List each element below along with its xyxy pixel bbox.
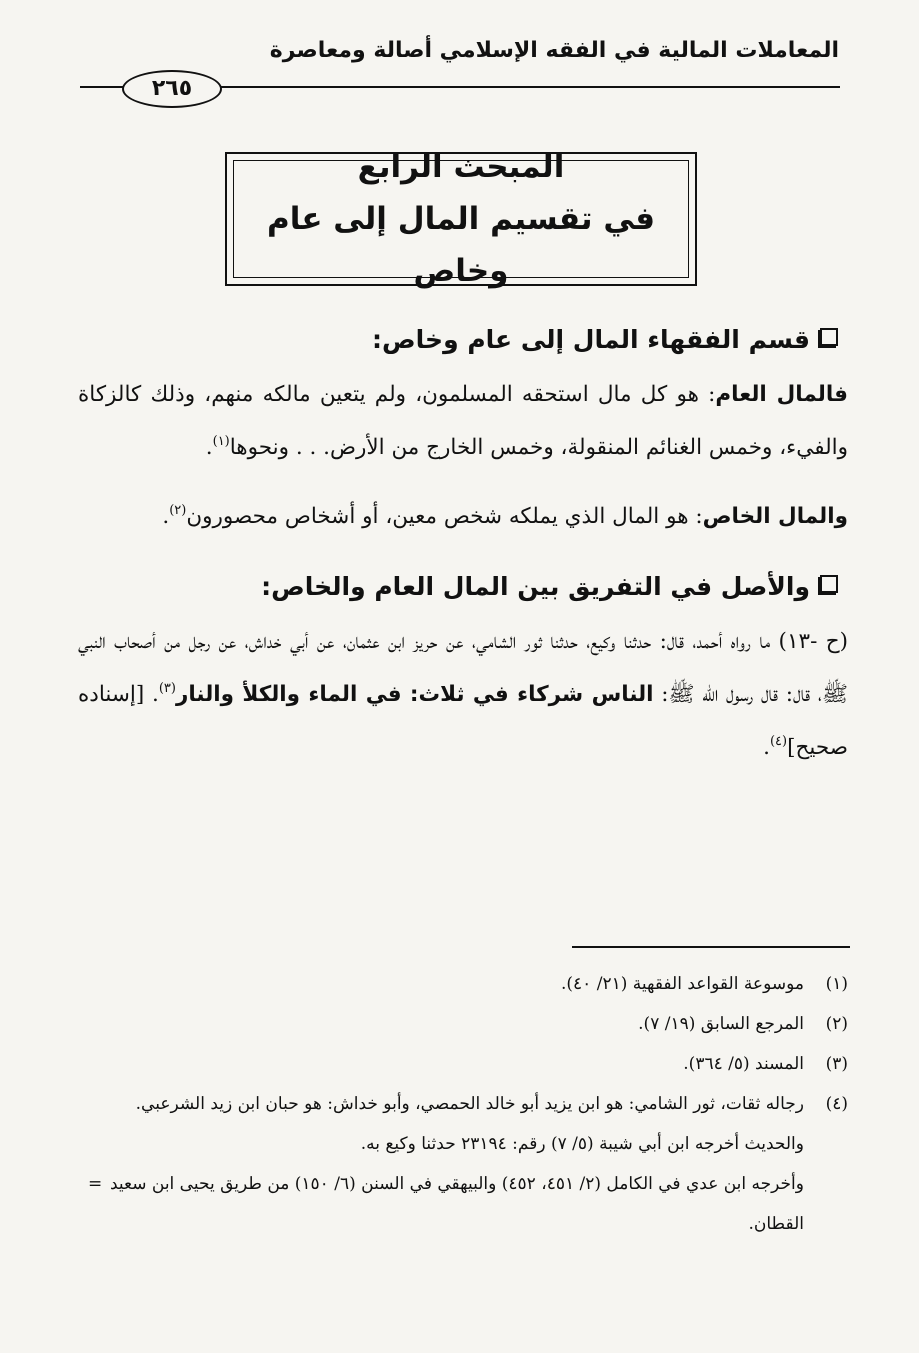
- paragraph-hadith: (ح -١٣) ما رواه أحمد، قال: حدثنا وكيع، حدثنا ثور الشامي، عن حريز ابن عثمان، عن أبي خداش، عن رجل من أصحاب النبي ﷺ، قال: قال رسول الله ﷺ: الناس شركاء في ثلاث: في الماء والكلأ والنار$^{(٣)}$. [إسناده صحيح]$^{(٤)}$.: [78, 629, 848, 760]
- footnote-ref-1[interactable]: (١): [212, 434, 230, 449]
- footnote-4-text: رجاله ثقات، ثور الشامي: هو ابن يزيد أبو خالد الحمصي، وأبو خداش: هو حبان ابن زيد الشرعبي.: [135, 1094, 804, 1114]
- footnote-ref-2[interactable]: (٢): [169, 503, 187, 518]
- section-title-line-1: المبحث الرابع: [357, 149, 565, 185]
- footnote-3-text: المسند (٥/ ٣٦٤).: [683, 1054, 804, 1074]
- running-title: المعاملات المالية في الفقه الإسلامي أصالة ومعاصرة: [269, 38, 839, 63]
- footnote-separator: [572, 946, 850, 948]
- footnote-ref-4[interactable]: (٤): [769, 734, 788, 749]
- hadith-text: الناس شركاء في ثلاث: في الماء والكلأ والنار: [175, 682, 654, 707]
- sub-heading-division-text: قسم الفقهاء المال إلى عام وخاص:: [372, 325, 810, 354]
- checkbox-bullet-icon: [820, 575, 838, 593]
- footnote-1-text: موسوعة القواعد الفقهية (٢١/ ٤٠).: [561, 974, 804, 994]
- footnote-2-text: المرجع السابق (١٩/ ٧).: [638, 1014, 804, 1034]
- hadith-chain: (ح -١٣) ما رواه أحمد، قال: حدثنا وكيع، حدثنا ثور الشامي، عن حريز ابن عثمان، عن أبي خداش، عن رجل من أصحاب النبي ﷺ، قال: قال رسول الله ﷺ:: [78, 629, 848, 707]
- sub-heading-basis: [78, 559, 848, 615]
- section-title-frame: [225, 149, 697, 289]
- footnote-1-number: (١): [825, 974, 848, 994]
- page-number: ٢٦٥: [122, 70, 222, 108]
- term-private-wealth: والمال الخاص: [702, 504, 848, 529]
- footnote-1: [88, 964, 848, 1004]
- footnote-ref-3[interactable]: (٣): [158, 681, 176, 696]
- main-text: [78, 312, 848, 774]
- paragraph-private-wealth: والمال الخاص: هو المال الذي يملكه شخص معين، أو أشخاص محصورون$^{(٢)}$.: [162, 503, 848, 529]
- footnote-4: [88, 1084, 848, 1124]
- sub-heading-division: [78, 312, 848, 368]
- footnote-continuation-mark: =: [88, 1174, 103, 1194]
- footnote-2-number: (٢): [825, 1014, 848, 1034]
- checkbox-bullet-icon: [820, 328, 838, 346]
- hadith-grading: . [إسناده صحيح]: [78, 682, 848, 760]
- paragraph-public-wealth: فالمال العام: هو كل مال استحقه المسلمون، ولم يتعين مالكه منهم، وذلك كالزكاة والفيء، وخمس الغنائم المنقولة، وخمس الخارج من الأرض. . . ونحوها$^{(١)}$.: [78, 382, 849, 460]
- footnote-2: [88, 1004, 848, 1044]
- term-public-wealth: فالمال العام: [715, 382, 849, 407]
- footnotes: [88, 964, 848, 1244]
- footnote-3-number: (٣): [825, 1054, 848, 1074]
- footnote-4-line-3-wrap: [88, 1164, 848, 1244]
- footnote-4-line-2: والحديث أخرجه ابن أبي شيبة (٥/ ٧) رقم: ٢٣١٩٤ حدثنا وكيع به.: [360, 1134, 804, 1154]
- sub-heading-basis-text: والأصل في التفريق بين المال العام والخاص:: [261, 572, 810, 601]
- private-wealth-definition: : هو المال الذي يملكه شخص معين، أو أشخاص محصورون: [186, 504, 703, 529]
- footnote-3: [88, 1044, 848, 1084]
- section-title-inner-frame: [233, 149, 689, 289]
- footnote-4-number: (٤): [825, 1094, 848, 1114]
- footnote-4-line-3: وأخرجه ابن عدي في الكامل (٢/ ٤٥١، ٤٥٢) والبيهقي في السنن (٦/ ١٥٠) من طريق يحيى ابن سعيد القطان.: [109, 1174, 804, 1234]
- public-wealth-definition: : هو كل مال استحقه المسلمون، ولم يتعين مالكه منهم، وذلك كالزكاة والفيء، وخمس الغنائم المنقولة، وخمس الخارج من الأرض. . . ونحوها: [78, 382, 848, 460]
- section-title-line-2: في تقسيم المال إلى عام وخاص: [266, 201, 656, 289]
